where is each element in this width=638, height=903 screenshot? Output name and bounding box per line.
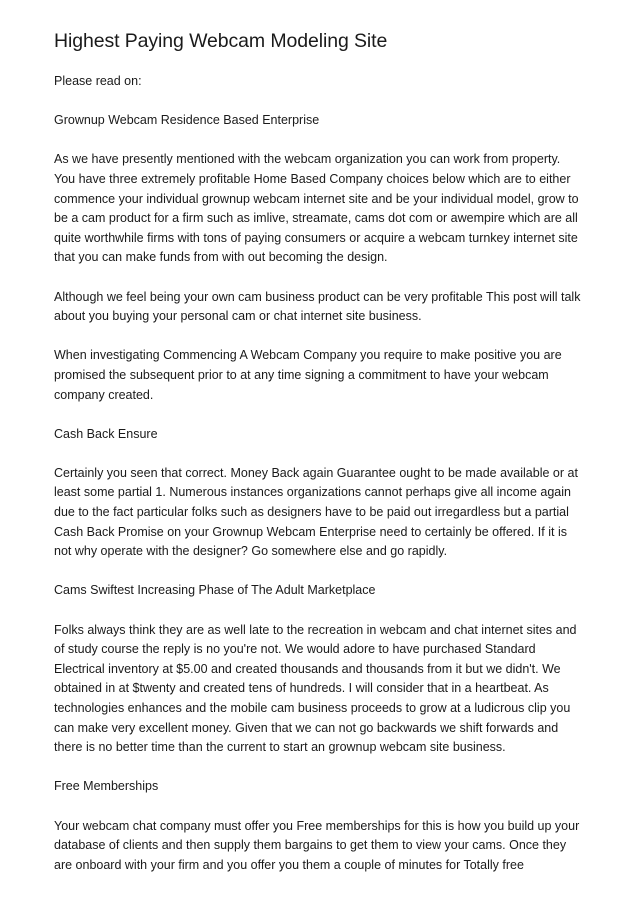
section-heading-cams-swiftest: Cams Swiftest Increasing Phase of The Adult Marketplace xyxy=(54,583,376,598)
paragraph: Your webcam chat company must offer you Free memberships for this is how you build up your database of clients and then supply them bargains to get them to view your cams. Once they are onboard with your firm and you offer you them a couple of minutes for Totally free xyxy=(54,818,580,872)
section-heading-free-memberships: Free Memberships xyxy=(54,779,159,794)
paragraph: Certainly you seen that correct. Money Back again Guarantee ought to be made available or at least some partial 1. Numerous instances organizations cannot perhaps give all income again due to the fact particular folks such as designers have to be paid out irregardless but a partial Cash Back Promise on your Grownup Webcam Enterprise need to certainly be offered. If it is not why operate with the designer? Go somewhere else and go rapidly. xyxy=(54,465,578,559)
section-heading-grownup-webcam: Grownup Webcam Residence Based Enterprise xyxy=(54,113,320,128)
paragraph: Folks always think they are as well late to the recreation in webcam and chat internet sites and of study course the reply is no you're not. We would adore to have purchased Standard Electrical inventory at $5.00 and created thousands and thousands from it but we didn't. We obtained in at $twenty and created tens of hundreds. I will consider that in a heartbeat. As technologies enhances and the mobile cam business proceeds to grow at a ludicrous clip you can make very excellent money. Given that we can not go backwards we shift forwards and there is no better time than the current to start an grownup webcam site business. xyxy=(54,622,577,755)
section-heading-cash-back: Cash Back Ensure xyxy=(54,426,158,441)
paragraph: Although we feel being your own cam business product can be very profitable This post will talk about you buying your personal cam or chat internet site business. xyxy=(54,289,581,324)
document-page xyxy=(54,28,584,895)
page-title: Highest Paying Webcam Modeling Site xyxy=(54,30,388,52)
intro-text: Please read on: xyxy=(54,74,142,88)
paragraph: When investigating Commencing A Webcam Company you require to make positive you are promised the subsequent prior to at any time signing a commitment to have your webcam company created. xyxy=(54,348,562,402)
paragraph: As we have presently mentioned with the webcam organization you can work from property. You have three extremely profitable Home Based Company choices below which are to either commence your individual grownup webcam internet site and be your individual model, grow to be a cam product for a firm such as imlive, streamate, cams dot com or awempire which are all quite worthwhile firms with tons of paying consumers or acquire a webcam turnkey internet site that you can make funds from with out becoming the design. xyxy=(54,152,579,265)
